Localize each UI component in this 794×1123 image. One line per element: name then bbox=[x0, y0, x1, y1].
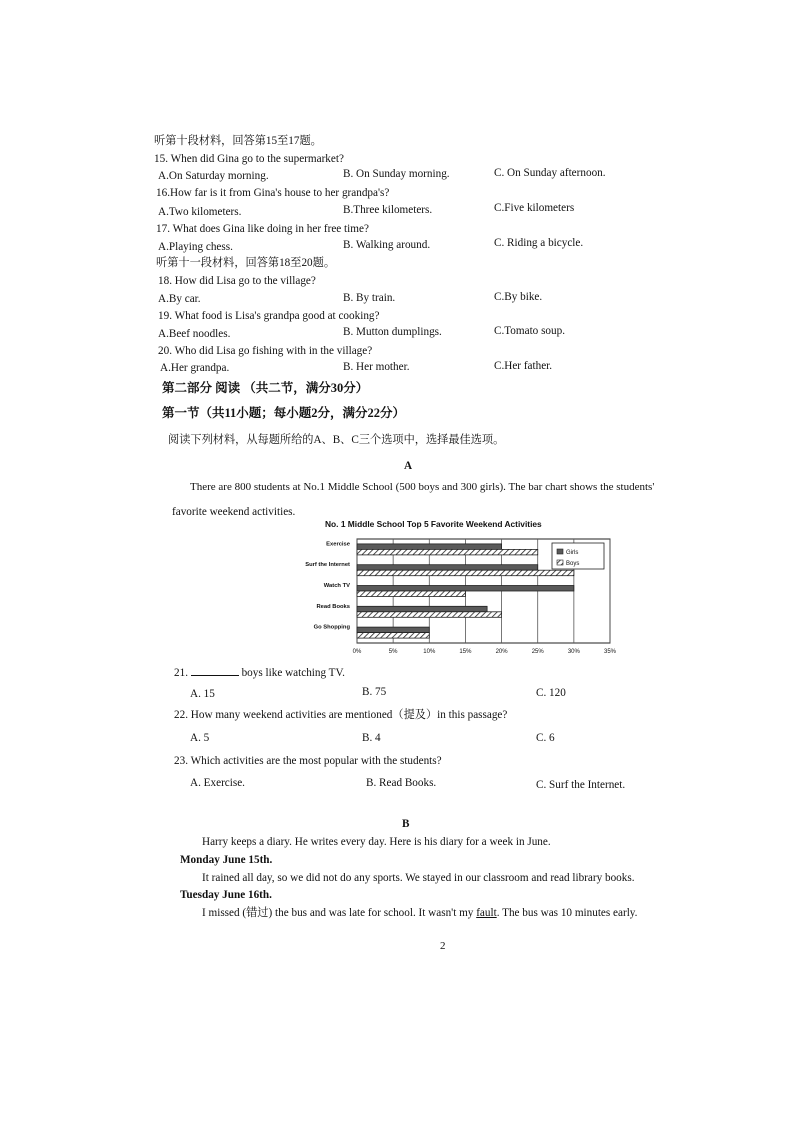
q18-stem: 18. How did Lisa go to the village? bbox=[158, 275, 316, 287]
category-label: Exercise bbox=[326, 541, 350, 548]
q21-stem bbox=[174, 664, 345, 680]
q21-option-b: B. 75 bbox=[362, 686, 387, 698]
q22-option-b: B. 4 bbox=[362, 732, 381, 744]
x-tick-label: 20% bbox=[495, 649, 508, 655]
q17-option-c: C. Riding a bicycle. bbox=[494, 237, 584, 249]
section10-intro: 听第十段材料，回答第15至17题。 bbox=[154, 135, 322, 147]
q19-option-b: B. Mutton dumplings. bbox=[343, 326, 442, 338]
section11-intro: 听第十一段材料，回答第18至20题。 bbox=[156, 257, 336, 269]
q20-option-a: A.Her grandpa. bbox=[160, 362, 230, 374]
q21-number: 21. bbox=[174, 667, 188, 679]
reading-instructions: 阅读下列材料，从每题所给的A、B、C三个选项中，选择最佳选项。 bbox=[168, 434, 505, 446]
bar-girls bbox=[357, 606, 487, 612]
passage-b-label: B bbox=[402, 818, 410, 830]
q20-option-c: C.Her father. bbox=[494, 360, 553, 372]
q15-option-b: B. On Sunday morning. bbox=[343, 168, 450, 180]
q20-stem: 20. Who did Lisa go fishing with in the village? bbox=[158, 345, 373, 357]
q23-stem: 23. Which activities are the most popular with the students? bbox=[174, 755, 442, 767]
q15-option-a: A.On Saturday morning. bbox=[158, 170, 269, 182]
x-tick-label: 0% bbox=[352, 649, 362, 655]
q19-option-a: A.Beef noodles. bbox=[158, 328, 231, 340]
x-tick-label: 25% bbox=[531, 649, 544, 655]
q16-option-a: A.Two kilometers. bbox=[158, 206, 242, 218]
bar-chart bbox=[300, 537, 640, 662]
passage-a-line2: favorite weekend activities. bbox=[172, 506, 296, 518]
q15-option-c: C. On Sunday afternoon. bbox=[494, 167, 606, 179]
chart-title: No. 1 Middle School Top 5 Favorite Weekend Activities bbox=[325, 519, 542, 529]
legend-swatch-girls bbox=[557, 549, 563, 554]
q17-option-a: A.Playing chess. bbox=[158, 241, 233, 253]
q23-option-a: A. Exercise. bbox=[190, 777, 245, 789]
category-label: Go Shopping bbox=[313, 624, 350, 631]
legend-label-girls: Girls bbox=[566, 550, 579, 556]
legend-label-boys: Boys bbox=[566, 561, 580, 567]
q16-option-c: C.Five kilometers bbox=[494, 202, 575, 214]
passage-a-label: A bbox=[404, 460, 413, 472]
q21-answer-blank[interactable] bbox=[191, 664, 239, 676]
category-label: Read Books bbox=[316, 603, 350, 610]
x-tick-label: 15% bbox=[459, 649, 472, 655]
q23-option-c: C. Surf the Internet. bbox=[536, 779, 626, 791]
q17-stem: 17. What does Gina like doing in her free time? bbox=[156, 223, 369, 235]
q22-stem: 22. How many weekend activities are mentioned（提及）in this passage? bbox=[174, 709, 508, 721]
q21-option-a: A. 15 bbox=[190, 688, 215, 700]
q22-option-a: A. 5 bbox=[190, 732, 210, 744]
q19-stem: 19. What food is Lisa's grandpa good at cooking? bbox=[158, 310, 380, 322]
bar-boys bbox=[357, 633, 429, 639]
x-tick-label: 30% bbox=[567, 649, 580, 655]
passage-b-intro: Harry keeps a diary. He writes every day. Here is his diary for a week in June. bbox=[202, 836, 551, 848]
x-tick-label: 5% bbox=[388, 649, 398, 655]
tuesday-text bbox=[202, 906, 637, 920]
reading-section1-title: 第一节（共11小题；每小题2分，满分22分） bbox=[162, 406, 406, 420]
category-label: Watch TV bbox=[323, 583, 350, 589]
q21-option-c: C. 120 bbox=[536, 687, 566, 699]
bar-girls bbox=[357, 627, 429, 633]
x-tick-label: 35% bbox=[603, 649, 617, 655]
q22-option-c: C. 6 bbox=[536, 732, 555, 744]
bar-boys bbox=[357, 570, 574, 576]
q16-stem: 16.How far is it from Gina's house to her grandpa's? bbox=[156, 187, 390, 199]
reading-part-title: 第二部分 阅读 （共二节，满分30分） bbox=[162, 381, 369, 395]
tuesday-fault-word: fault bbox=[476, 907, 497, 919]
bar-girls bbox=[357, 565, 538, 571]
passage-a-line1: There are 800 students at No.1 Middle School (500 boys and 300 girls). The bar chart shows the students' bbox=[190, 481, 655, 493]
q18-option-c: C.By bike. bbox=[494, 291, 543, 303]
bar-boys bbox=[357, 549, 538, 555]
q19-option-c: C.Tomato soup. bbox=[494, 325, 566, 337]
tuesday-text-end: . The bus was 10 minutes early. bbox=[496, 907, 638, 919]
bar-girls bbox=[357, 544, 502, 550]
page-number: 2 bbox=[440, 940, 446, 952]
q21-stem-text: boys like watching TV. bbox=[241, 667, 345, 679]
tuesday-heading: Tuesday June 16th. bbox=[180, 889, 272, 901]
q18-option-b: B. By train. bbox=[343, 292, 396, 304]
category-label: Surf the Internet bbox=[305, 562, 350, 569]
q18-option-a: A.By car. bbox=[158, 293, 201, 305]
monday-heading: Monday June 15th. bbox=[180, 854, 273, 866]
q20-option-b: B. Her mother. bbox=[343, 361, 410, 373]
bar-boys bbox=[357, 612, 502, 618]
bar-girls bbox=[357, 586, 574, 592]
q15-stem: 15. When did Gina go to the supermarket? bbox=[154, 153, 344, 165]
legend-swatch-boys bbox=[557, 560, 563, 565]
bar-boys bbox=[357, 591, 465, 597]
monday-text: It rained all day, so we did not do any sports. We stayed in our classroom and read library books. bbox=[202, 872, 635, 884]
q16-option-b: B.Three kilometers. bbox=[343, 204, 433, 216]
x-tick-label: 10% bbox=[423, 649, 436, 655]
q23-option-b: B. Read Books. bbox=[366, 777, 437, 789]
q17-option-b: B. Walking around. bbox=[343, 239, 431, 251]
tuesday-text-start: I missed (错过) the bus and was late for school. It wasn't my bbox=[202, 907, 474, 919]
